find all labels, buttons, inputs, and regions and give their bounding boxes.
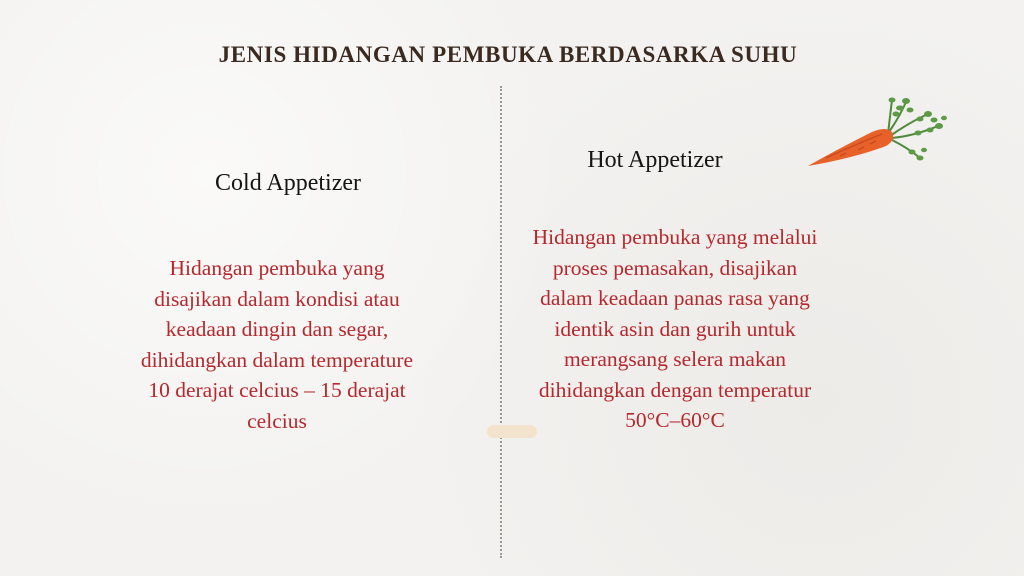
carrot-icon [806,92,954,172]
hot-appetizer-description: Hidangan pembuka yang melalui proses pemasakan, disajikan dalam keadaan panas rasa yang identik asin dan gurih untuk merangsang selera makan dihidangkan dengan temperatur 50°C–60°C [532,225,818,432]
hot-appetizer-heading: Hot Appetizer [587,147,723,173]
slide-title: JENIS HIDANGAN PEMBUKA BERDASARKA SUHU [218,42,798,67]
cold-appetizer-heading: Cold Appetizer [215,170,361,196]
accent-bar [487,425,537,438]
cold-appetizer-description: Hidangan pembuka yang disajikan dalam kondisi atau keadaan dingin dan segar, dihidangkan dalam temperature 10 derajat celcius – 15 derajat celcius [140,256,414,433]
dotted-divider [500,86,502,558]
